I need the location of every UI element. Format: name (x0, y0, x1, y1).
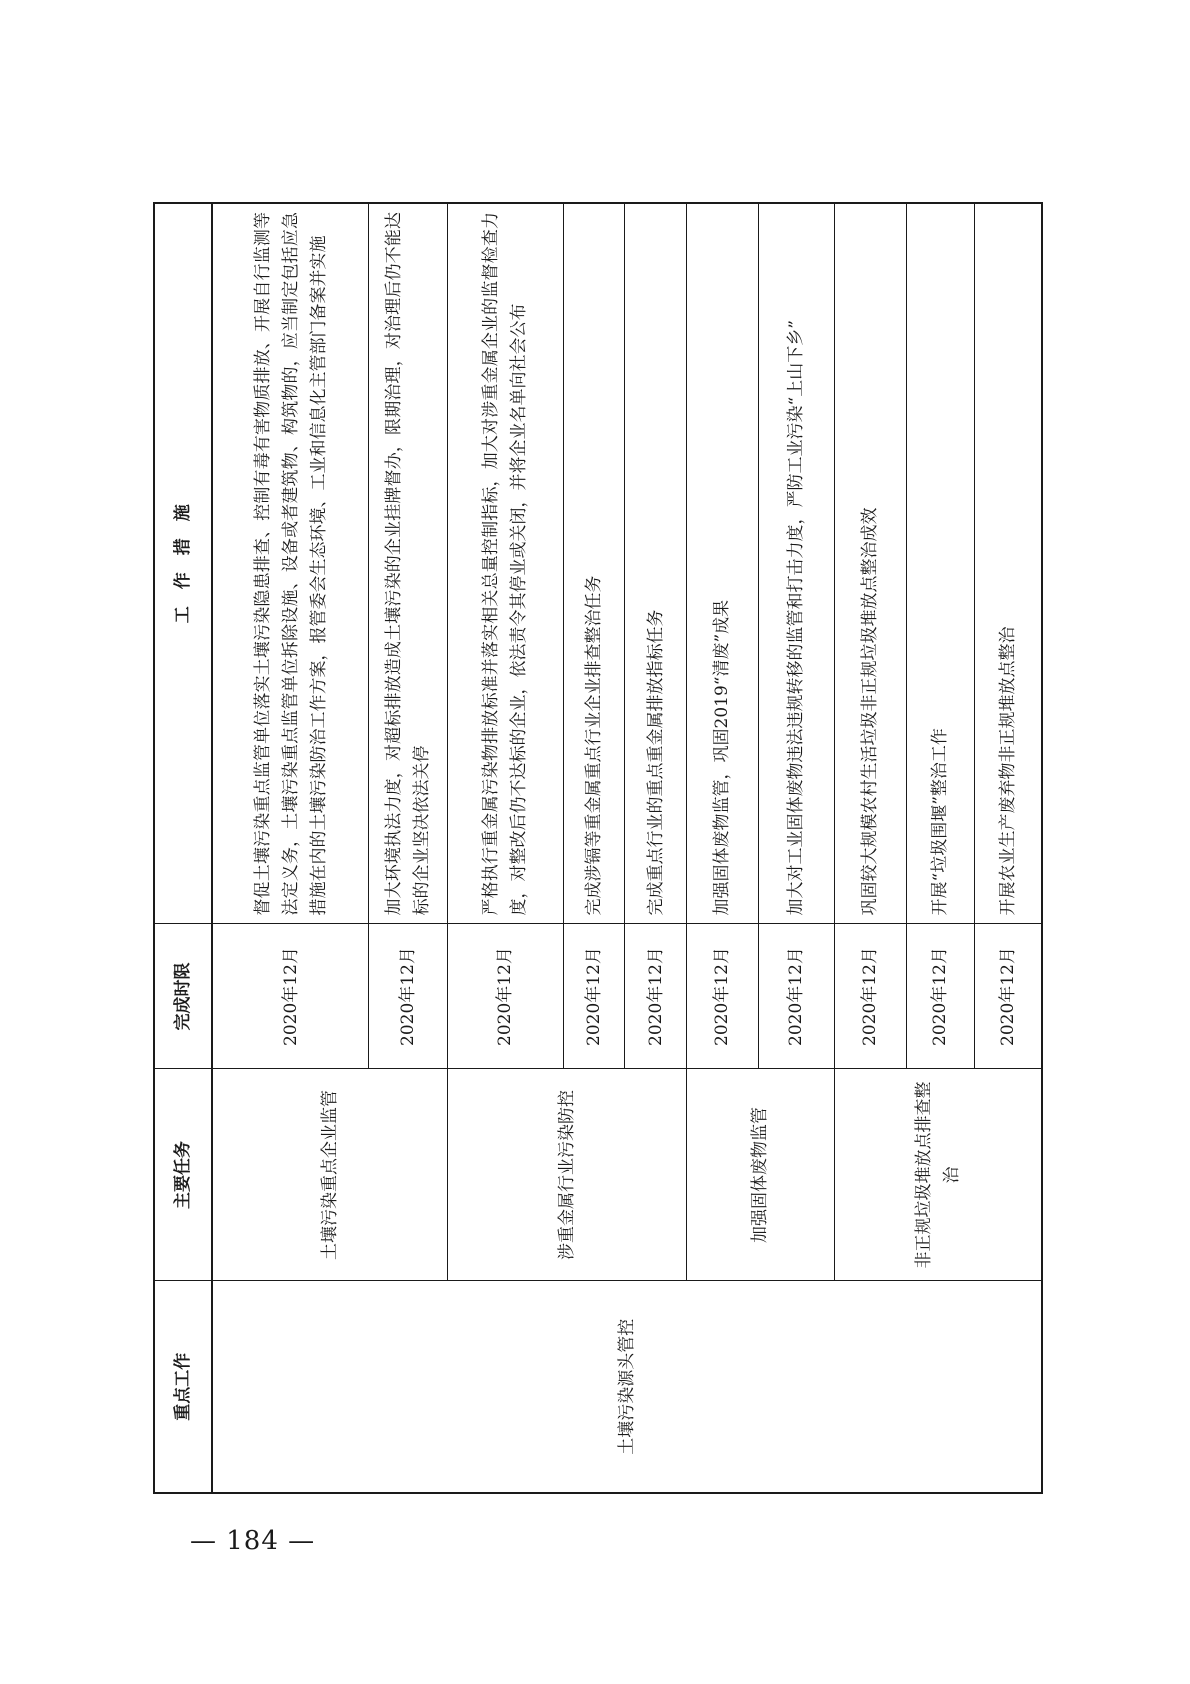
measure-cell: 加强固体废物监管，巩固2019“清废”成果 (686, 203, 758, 924)
deadline-cell: 2020年12月 (563, 924, 624, 1069)
measure-cell: 巩固较大规模农村生活垃圾非正规垃圾堆放点整治成效 (834, 203, 906, 924)
page-number: — 184 — (190, 1526, 316, 1556)
deadline-cell: 2020年12月 (906, 924, 974, 1069)
measure-cell: 加大环境执法力度，对超标排放造成土壤污染的企业挂牌督办，限期治理，对治理后仍不能达标的企业坚决依法关停 (369, 203, 447, 924)
deadline-cell: 2020年12月 (369, 924, 447, 1069)
measure-cell: 加大对工业固体废物违法违规转移的监管和打击力度，严防工业污染“上山下乡” (758, 203, 834, 924)
measure-cell: 完成涉镉等重金属重点行业企业排查整治任务 (563, 203, 624, 924)
table-header-row (154, 203, 212, 1493)
deadline-cell: 2020年12月 (974, 924, 1042, 1069)
header-key-work: 重点工作 (154, 1281, 212, 1493)
header-main-task: 主要任务 (154, 1069, 212, 1281)
measure-cell: 开展农业生产废弃物非正规堆放点整治 (974, 203, 1042, 924)
key-work-cell: 土壤污染源头管控 (212, 1281, 1042, 1493)
work-plan-table (153, 202, 1043, 1494)
deadline-cell: 2020年12月 (212, 924, 369, 1069)
table-row (212, 203, 369, 1493)
deadline-cell: 2020年12月 (758, 924, 834, 1069)
measure-cell: 严格执行重金属污染物排放标准并落实相关总量控制指标，加大对涉重金属企业的监督检查力度，对整改后仍不达标的企业，依法责令其停业或关闭，并将企业名单向社会公布 (447, 203, 563, 924)
deadline-cell: 2020年12月 (447, 924, 563, 1069)
deadline-cell: 2020年12月 (625, 924, 686, 1069)
header-measures: 工 作 措 施 (154, 203, 212, 924)
header-deadline: 完成时限 (154, 924, 212, 1069)
rotated-table-frame (153, 204, 1043, 1494)
main-task-cell: 非正规垃圾堆放点排查整治 (834, 1069, 1042, 1281)
deadline-cell: 2020年12月 (834, 924, 906, 1069)
main-task-cell: 土壤污染重点企业监管 (212, 1069, 447, 1281)
measure-cell: 督促土壤污染重点监管单位落实土壤污染隐患排查、控制有毒有害物质排放、开展自行监测等法定义务，土壤污染重点监管单位拆除设施、设备或者建筑物、构筑物的，应当制定包括应急措施在内的土壤污染防治工作方案，报管委会生态环境、工业和信息化主管部门备案并实施 (212, 203, 369, 924)
main-task-cell: 加强固体废物监管 (686, 1069, 834, 1281)
measure-cell: 完成重点行业的重点重金属排放指标任务 (625, 203, 686, 924)
deadline-cell: 2020年12月 (686, 924, 758, 1069)
measure-cell: 开展“垃圾围堰”整治工作 (906, 203, 974, 924)
main-task-cell: 涉重金属行业污染防控 (447, 1069, 686, 1281)
